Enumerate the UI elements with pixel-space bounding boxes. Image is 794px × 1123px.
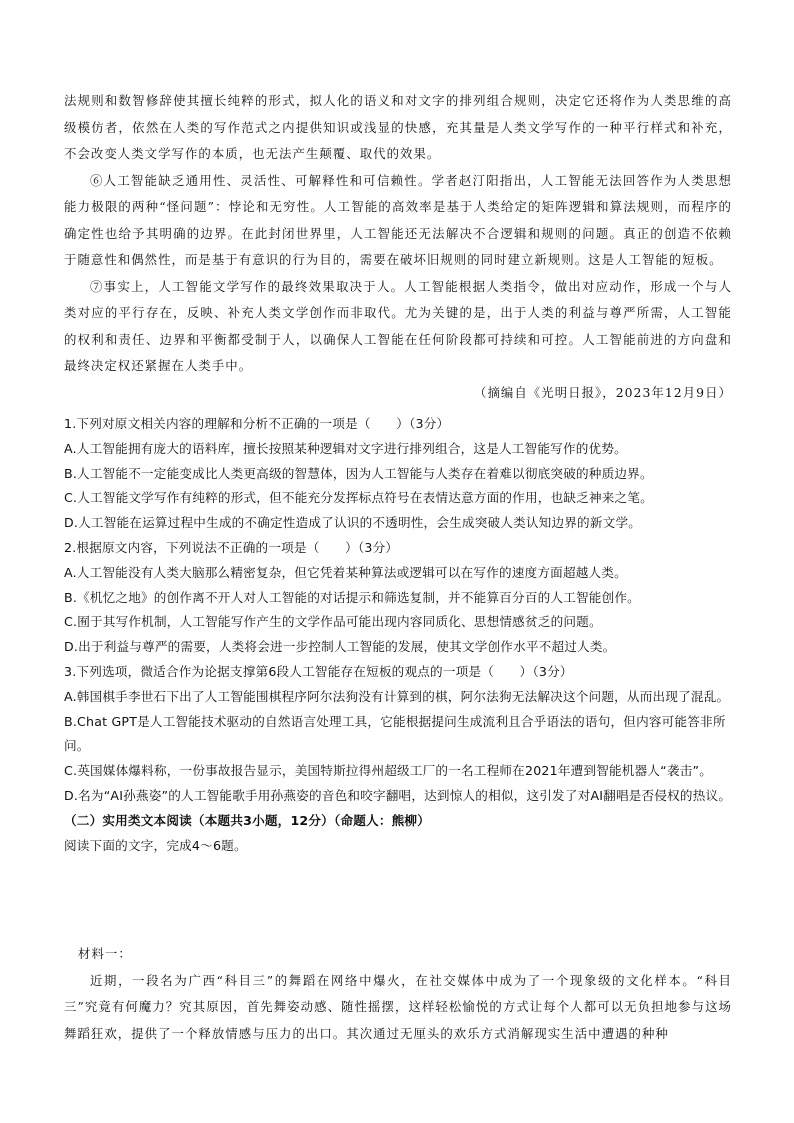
question-3-option-a: A.韩国棋手李世石下出了人工智能围棋程序阿尔法狗没有计算到的棋，阿尔法狗无法解决这个问题，从而出现了混乱。 <box>64 688 730 704</box>
question-3-option-c: C.英国媒体爆料称，一份事故报告显示，美国特斯拉得州超级工厂的一名工程师在2021年遭到智能机器人“袭击”。 <box>64 763 713 779</box>
question-2-option-a: A.人工智能没有人类大脑那么精密复杂，但它凭着某种算法或逻辑可以在写作的速度方面超越人类。 <box>64 564 627 580</box>
passage-paragraph-6: ⑥人工智能缺乏通用性、灵活性、可解释性和可信赖性。学者赵汀阳指出，人工智能无法回答作为人类思想能力极限的两种“怪问题”：悖论和无穷性。人工智能的高效率是基于人类给定的矩阵逻辑和算法规则，而程序的确定性也给予其明确的边界。在此封闭世界里，人工智能还无法解决不合逻辑和规则的问题。真正的创造不依赖于随意性和偶然性，而是基于有意识的行为目的，需要在破坏旧规则的同时建立新规则。这是人工智能的短板。 <box>64 172 732 267</box>
question-1-option-d: D.人工智能在运算过程中生成的不确定性造成了认识的不透明性，会生成突破人类认知边界的新文学。 <box>64 515 642 531</box>
question-2-option-b: B.《机忆之地》的创作离不开人对人工智能的对话提示和筛选复制，并不能算百分百的人工智能创作。 <box>64 589 640 605</box>
material-block <box>64 941 732 1047</box>
section-2-title: （二）实用类文本阅读（本题共3小题，12分）（命题人：熊柳） <box>64 812 431 828</box>
question-3-stem: 3.下列选项，微适合作为论据支撑第6段人工智能存在短板的观点的一项是（ ）（3分） <box>64 663 573 679</box>
material-1-label: 材料一： <box>78 946 132 961</box>
passage-source: （摘编自《光明日报》，2023年12月9日） <box>474 384 732 400</box>
question-2-option-d: D.出于利益与尊严的需要，人类将会进一步控制人工智能的发展，使其文学创作水平不超过人类。 <box>64 639 616 655</box>
question-3-option-d: D.名为“AI孙燕姿”的人工智能歌手用孙燕姿的音色和咬字翻唱，达到惊人的相似，这引发了对AI翻唱是否侵权的热议。 <box>64 787 732 803</box>
passage-paragraph-7: ⑦事实上，人工智能文学写作的最终效果取决于人。人工智能根据人类指令，做出对应动作，形成一个与人类对应的平行存在，反映、补充人类文学创作而非取代。尤为关键的是，出于人类的利益与尊严所需，人工智能的权利和责任、边界和平衡都受制于人，以确保人工智能在任何阶段都可持续和可控。人工智能前进的方向盘和最终决定权还紧握在人类手中。 <box>64 278 732 373</box>
section-2-instruction: 阅读下面的文字，完成4～6题。 <box>64 837 247 853</box>
question-1-option-c: C.人工智能文学写作有纯粹的形式，但不能充分发挥标点符号在表情达意方面的作用，也缺乏神来之笔。 <box>64 490 653 506</box>
question-1-option-b: B.人工智能不一定能变成比人类更高级的智慧体，因为人工智能与人类存在着难以彻底突破的种质边界。 <box>64 465 653 481</box>
passage-paragraph-continued: 法规则和数智修辞使其擅长纯粹的形式，拟人化的语义和对文字的排列组合规则，决定它还将作为人类思维的高级模仿者，依然在人类的写作范式之内提供知识或浅显的快感，充其量是人类文学写作的一种平行样式和补充，不会改变人类文学写作的本质，也无法产生颠覆、取代的效果。 <box>64 93 732 161</box>
reading-passage <box>64 88 732 406</box>
material-1-paragraph: 近期，一段名为广西“科目三”的舞蹈在网络中爆火，在社交媒体中成为了一个现象级的文化样本。“科目三”究竟有何魔力？究其原因，首先舞姿动感、随性摇摆，这样轻松愉悦的方式让每个人都可以无负担地参与这场舞蹈狂欢，提供了一个释放情感与压力的出口。其次通过无厘头的欢乐方式消解现实生活中遭遇的种种 <box>64 972 732 1041</box>
question-1-stem: 1.下列对原文相关内容的理解和分析不正确的一项是（ ）（3分） <box>64 416 450 431</box>
question-block <box>64 412 732 858</box>
question-1-option-a: A.人工智能拥有庞大的语料库，擅长按照某种逻辑对文字进行排列组合，这是人工智能写作的优势。 <box>64 440 627 456</box>
question-3-option-b: B.Chat GPT是人工智能技术驱动的自然语言处理工具，它能根据提问生成流利且合乎语法的语句，但内容可能答非所问。 <box>64 713 726 754</box>
question-2-stem: 2.根据原文内容，下列说法不正确的一项是（ ）（3分） <box>64 539 399 555</box>
question-2-option-c: C.囿于其写作机制，人工智能写作产生的文学作品可能出现内容同质化、思想情感贫乏的问题。 <box>64 614 602 630</box>
